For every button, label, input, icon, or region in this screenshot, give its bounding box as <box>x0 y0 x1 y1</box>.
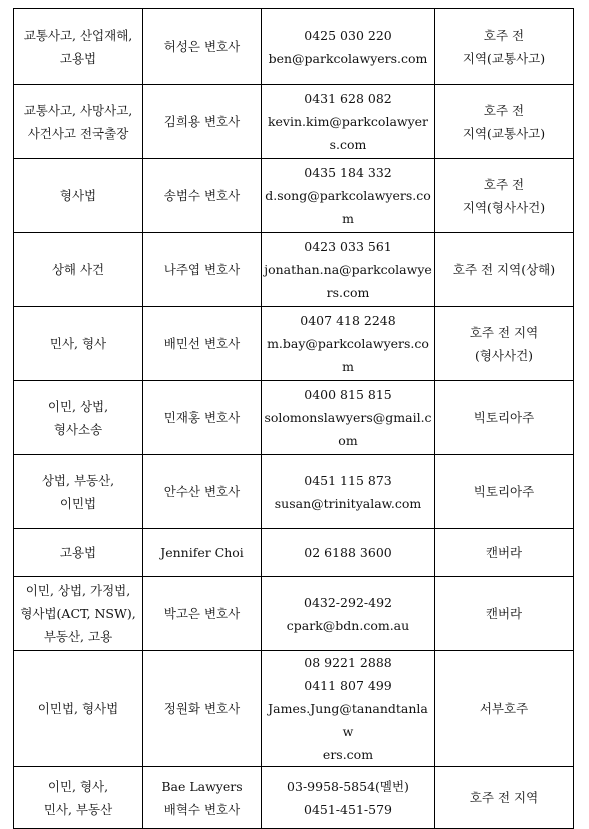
table-row <box>14 381 574 455</box>
lawyer-name-line: 배민선 변호사 <box>163 336 241 351</box>
practice-area-cell <box>14 381 143 455</box>
lawyer-name-cell <box>143 529 262 577</box>
table-row <box>14 9 574 85</box>
lawyer-name-cell <box>143 85 262 159</box>
practice-area-line: 형사법 <box>59 188 97 203</box>
practice-area-line: 교통사고, 산업재해, <box>23 27 133 43</box>
lawyer-name-cell <box>143 307 262 381</box>
lawyer-name-line: 나주엽 변호사 <box>163 262 241 277</box>
contact-cell <box>262 85 435 159</box>
practice-area-line: 상법, 부동산, <box>41 472 115 488</box>
lawyer-name-cell <box>143 159 262 233</box>
contact-line: ben@parkcolawyers.com <box>268 50 428 66</box>
lawyer-name-line: Jennifer Choi <box>160 545 244 560</box>
practice-area-line: 민사, 부동산 <box>43 801 113 817</box>
table-body <box>14 9 574 829</box>
contact-cell <box>262 381 435 455</box>
lawyer-name-line: 민재홍 변호사 <box>163 410 241 425</box>
contact-cell <box>262 159 435 233</box>
contact-cell <box>262 767 435 829</box>
lawyer-name-line: Bae Lawyers <box>161 778 243 794</box>
lawyer-name-cell <box>143 767 262 829</box>
lawyer-name-cell <box>143 577 262 651</box>
contact-cell <box>262 233 435 307</box>
region-line: 지역(형사사건) <box>462 199 546 215</box>
lawyer-name-line: 허성은 변호사 <box>163 39 241 54</box>
practice-area-line: 사건사고 전국출장 <box>27 125 129 141</box>
contact-line: ers.com <box>322 747 374 762</box>
contact-line: d.song@parkcolawyers.com <box>265 188 431 226</box>
lawyer-name-line: 정원화 변호사 <box>163 701 241 716</box>
region-line: 호주 전 <box>483 27 525 43</box>
contact-line: jonathan.na@parkcolawyers.com <box>264 262 432 300</box>
lawyer-name-line: 안수산 변호사 <box>163 484 241 499</box>
lawyer-name-cell <box>143 381 262 455</box>
lawyer-name-cell <box>143 9 262 85</box>
region-line: 빅토리아주 <box>473 410 535 425</box>
contact-line: 0407 418 2248 <box>300 313 396 328</box>
contact-cell <box>262 651 435 767</box>
contact-line: 0425 030 220 <box>304 27 392 43</box>
practice-area-cell <box>14 233 143 307</box>
contact-line: susan@trinityalaw.com <box>274 495 422 511</box>
table-row <box>14 767 574 829</box>
contact-line: 0423 033 561 <box>304 239 392 254</box>
practice-area-cell <box>14 529 143 577</box>
lawyer-name-cell <box>143 233 262 307</box>
region-line: 캔버라 <box>485 545 523 560</box>
table-row <box>14 85 574 159</box>
contact-line: 0431 628 082 <box>304 91 392 106</box>
region-line: (형사사건) <box>474 347 534 363</box>
contact-line: 03-9958-5854(멜번) <box>287 778 409 794</box>
contact-line: 0435 184 332 <box>304 165 392 180</box>
region-line: 서부호주 <box>479 701 529 716</box>
practice-area-cell <box>14 577 143 651</box>
contact-cell <box>262 307 435 381</box>
contact-line: kevin.kim@parkcolawyers.com <box>267 114 429 152</box>
contact-cell <box>262 529 435 577</box>
contact-cell <box>262 455 435 529</box>
lawyer-name-cell <box>143 651 262 767</box>
practice-area-line: 교통사고, 사망사고, <box>23 102 133 118</box>
practice-area-line: 부동산, 고용 <box>43 629 113 644</box>
lawyer-directory-table <box>13 8 574 829</box>
contact-line: 0451-451-579 <box>304 801 392 817</box>
region-cell <box>435 9 574 85</box>
contact-line: solomonslawyers@gmail.com <box>264 410 432 448</box>
region-line: 지역(교통사고) <box>462 125 546 141</box>
region-cell <box>435 159 574 233</box>
contact-line: 0432-292-492 <box>304 594 392 610</box>
region-cell <box>435 529 574 577</box>
region-cell <box>435 85 574 159</box>
table-row <box>14 307 574 381</box>
region-cell <box>435 307 574 381</box>
region-cell <box>435 233 574 307</box>
region-line: 호주 전 지역(상해) <box>452 262 556 277</box>
region-line: 지역(교통사고) <box>462 50 546 66</box>
region-line: 호주 전 지역 <box>469 324 539 340</box>
table-row <box>14 577 574 651</box>
practice-area-line: 형사소송 <box>53 421 103 437</box>
region-cell <box>435 767 574 829</box>
lawyer-name-line: 김희용 변호사 <box>163 114 241 129</box>
table-row <box>14 529 574 577</box>
practice-area-line: 이민, 형사, <box>47 778 109 794</box>
practice-area-line: 이민, 상법, 가정법, <box>25 583 131 598</box>
practice-area-cell <box>14 767 143 829</box>
lawyer-name-line: 박고은 변호사 <box>163 606 241 621</box>
practice-area-line: 이민법, 형사법 <box>37 701 119 716</box>
region-line: 호주 전 <box>483 102 525 118</box>
practice-area-line: 민사, 형사 <box>49 336 107 351</box>
table-row <box>14 233 574 307</box>
practice-area-cell <box>14 651 143 767</box>
practice-area-line: 형사법(ACT, NSW), <box>20 606 136 621</box>
region-line: 빅토리아주 <box>473 484 535 499</box>
practice-area-cell <box>14 455 143 529</box>
practice-area-line: 이민, 상법, <box>47 398 109 414</box>
contact-cell <box>262 9 435 85</box>
practice-area-cell <box>14 307 143 381</box>
region-line: 캔버라 <box>485 606 523 621</box>
contact-line: 0400 815 815 <box>304 387 392 402</box>
contact-line: m.bay@parkcolawyers.com <box>267 336 429 374</box>
practice-area-line: 고용법 <box>59 50 97 66</box>
practice-area-cell <box>14 159 143 233</box>
lawyer-name-line: 송범수 변호사 <box>163 188 241 203</box>
contact-line: 08 9221 2888 <box>304 655 392 670</box>
lawyer-name-cell <box>143 455 262 529</box>
table-row <box>14 455 574 529</box>
practice-area-line: 고용법 <box>59 545 97 560</box>
contact-line: James.Jung@tanandtanlaw <box>268 701 428 739</box>
practice-area-line: 상해 사건 <box>51 262 105 277</box>
practice-area-line: 이민법 <box>59 495 97 511</box>
region-cell <box>435 577 574 651</box>
region-line: 호주 전 지역 <box>469 790 539 805</box>
practice-area-cell <box>14 9 143 85</box>
practice-area-cell <box>14 85 143 159</box>
region-cell <box>435 651 574 767</box>
region-line: 호주 전 <box>483 176 525 192</box>
contact-cell <box>262 577 435 651</box>
lawyer-name-line: 배혁수 변호사 <box>163 801 241 817</box>
contact-line: 02 6188 3600 <box>304 545 392 560</box>
contact-line: 0451 115 873 <box>304 472 392 488</box>
contact-line: cpark@bdn.com.au <box>286 617 410 633</box>
region-cell <box>435 381 574 455</box>
table-row <box>14 651 574 767</box>
region-cell <box>435 455 574 529</box>
contact-line: 0411 807 499 <box>304 678 392 693</box>
table-row <box>14 159 574 233</box>
